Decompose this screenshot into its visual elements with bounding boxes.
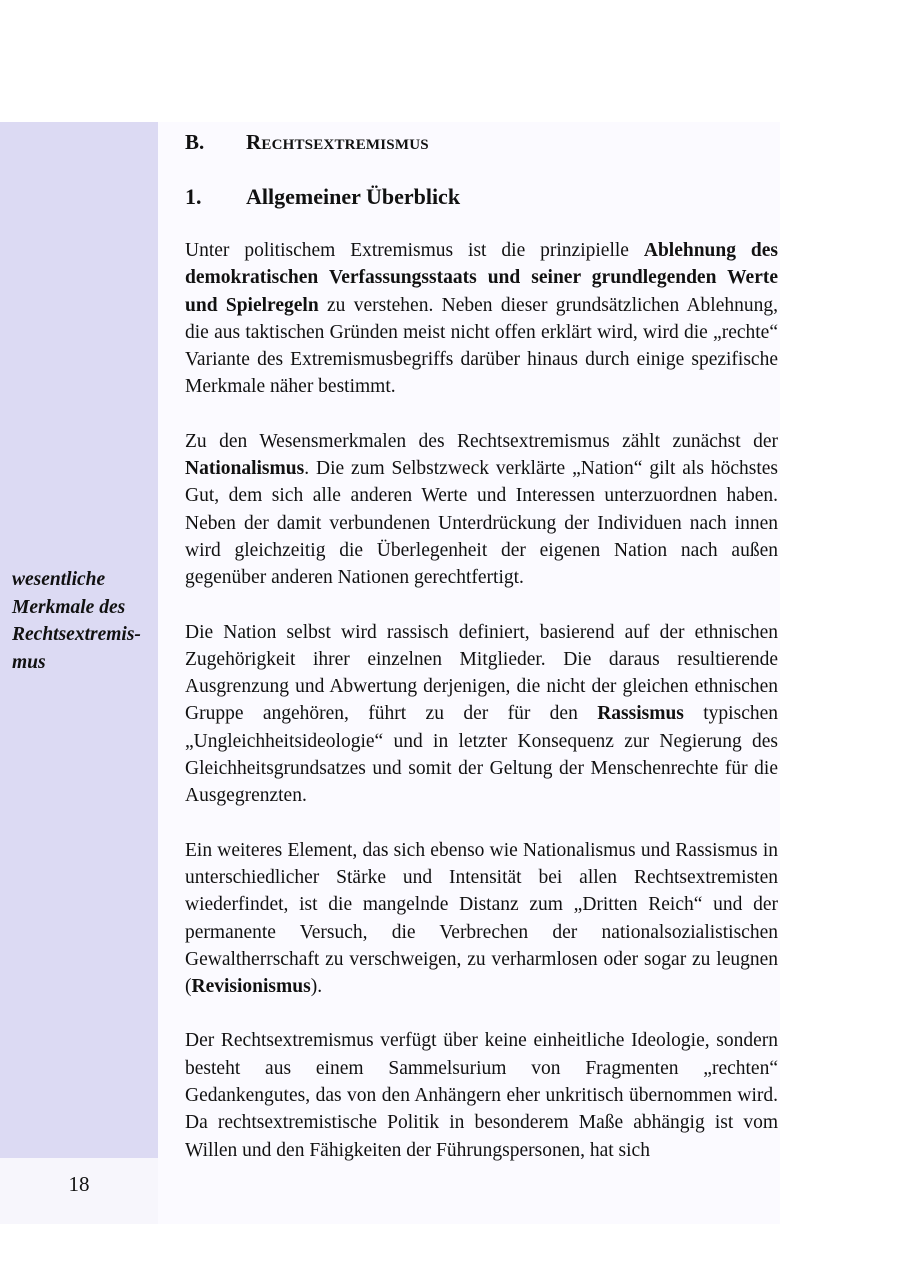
subsection-heading xyxy=(185,183,778,211)
text-segment: Der Rechtsextremismus verfügt über keine einheitliche Ideologie, sondern besteht aus einem Sammelsurium von Fragmenten „rechten“ Gedankengutes, das von den Anhängern eher unkritisch übernommen wird. Da rechtsextremistische Politik in besonderem Maße abhängig ist vom Willen und den Fähigkeiten der Führungspersonen, hat sich xyxy=(185,1030,778,1161)
page-number: 18 xyxy=(68,1172,90,1196)
bold-term: Revisionismus xyxy=(191,976,311,998)
text-segment: ). xyxy=(310,976,323,998)
text-segment: zu verstehen. Neben dieser grundsätzlichen Ablehnung, die aus taktischen Gründen meist nicht offen erklärt wird, wird die „rechte“ Variante des Extremismusbegriffs darüber hinaus durch einige spezifische Merkmale näher bestimmt. xyxy=(185,294,778,398)
text-segment: Unter politischem Extremismus ist die prinzipielle xyxy=(185,240,644,261)
subsection-number: 1. xyxy=(185,184,202,209)
section-number: B. xyxy=(185,130,205,154)
margin-note-line: Rechtsextremis- xyxy=(12,624,141,645)
margin-note-line: wesentliche xyxy=(12,569,106,590)
margin-note-line: mus xyxy=(12,651,46,673)
paragraph xyxy=(185,428,778,592)
text-segment: . Die zum Selbstzweck verklärte „Nation“ gilt als höchstes Gut, dem sich alle anderen Werte und Interessen unterzuordnen haben. Neben der damit verbundenen Unterdrückung der Individuen nach innen wird gleichzeitig die Überlegenheit der eigenen Nation nach außen gegenüber anderen Nationen gerechtfertigt. xyxy=(185,458,778,589)
bold-term: Rassismus xyxy=(597,703,684,725)
main-text xyxy=(185,122,778,1164)
section-title: Rechtsextremismus xyxy=(246,130,429,154)
text-segment: Zu den Wesensmerkmalen des Rechtsextremismus zählt zunächst der xyxy=(185,430,778,452)
paragraph xyxy=(185,237,778,401)
text-segment: Ein weiteres Element, das sich ebenso wie Nationalismus und Rassismus in unterschiedlicher Stärke und Intensität bei allen Rechtsextremisten wiederfindet, ist die mangelnde Distanz zum „Dritten Reich“ und der permanente Versuch, die Verbrechen der nationalsozialistischen Gewaltherrschaft zu verschweigen, zu verharmlosen oder sogar zu leugnen ( xyxy=(185,839,778,998)
subsection-title: Allgemeiner Überblick xyxy=(246,184,461,209)
text-segment: Die Nation selbst wird rassisch definiert, basierend auf der ethnischen Zugehörigkeit ihrer einzelnen Mitglieder. Die daraus resultierende Ausgrenzung und Abwertung derjenigen, die nicht der gleichen ethnischen Gruppe angehören, führt zu der für den xyxy=(185,621,778,725)
text-segment: typischen „Ungleichheitsideologie“ und in letzter Konsequenz zur Negierung des Gleichheitsgrundsatzes und somit der Geltung der Menschenrechte für die Ausgegrenzten. xyxy=(185,703,779,807)
margin-note xyxy=(12,566,158,676)
paragraph xyxy=(185,1027,778,1163)
section-heading xyxy=(185,128,778,156)
bold-term: Nationalismus xyxy=(185,458,305,480)
paragraph xyxy=(185,619,778,810)
margin-note-line: Merkmale des xyxy=(12,596,126,618)
bold-term: Ablehnung des demokratischen Verfassungsstaats und seiner grundlegenden Werte und Spielregeln xyxy=(185,240,778,316)
paragraph xyxy=(185,837,778,1001)
